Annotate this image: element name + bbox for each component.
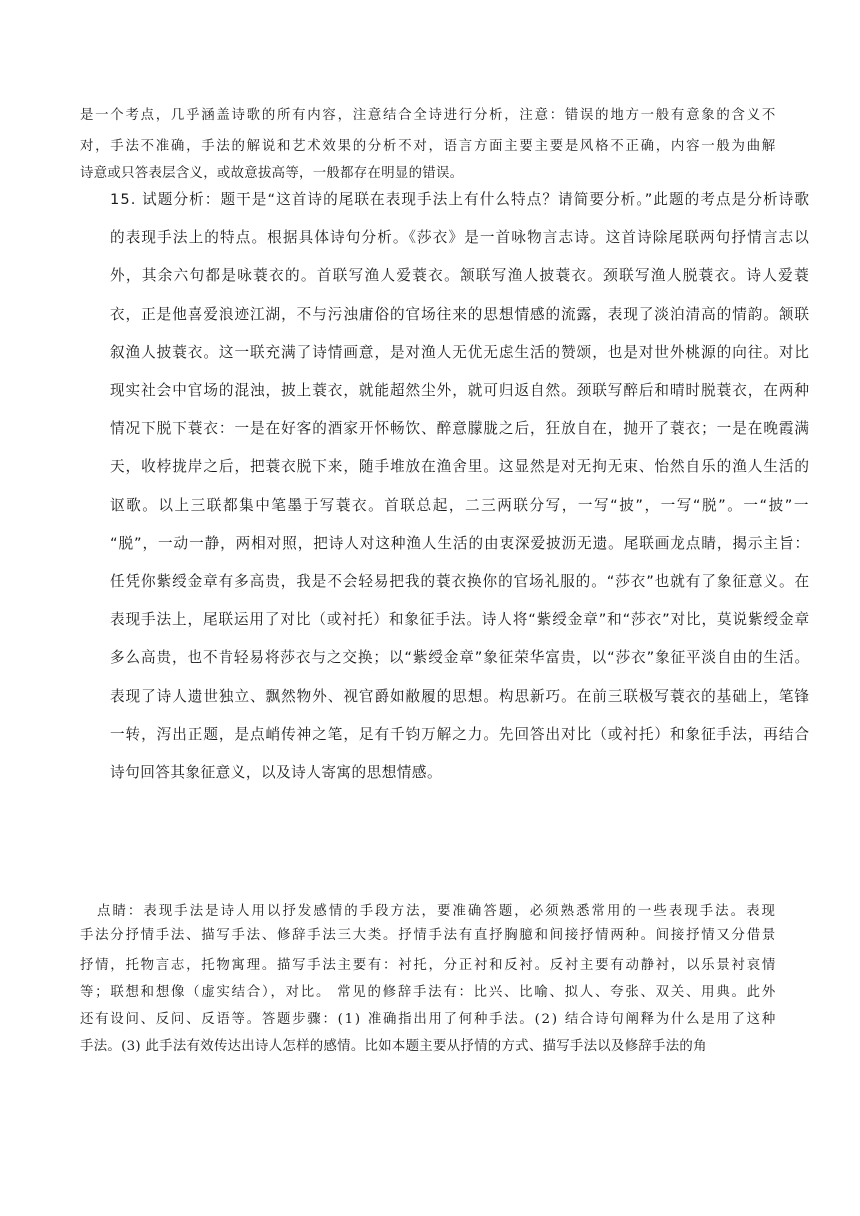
analysis-line: 表现了诗人遗世独立、飘然物外、视官爵如敝履的思想。构思新巧。在前三联极写蓑衣的基础上，笔锋 [110, 687, 810, 705]
analysis-line: 任凭你紫绶金章有多高贵，我是不会轻易把我的蓑衣换你的官场礼服的。“莎衣”也就有了象征意义。在 [110, 573, 810, 590]
analysis-line: 多么高贵，也不肯轻易将莎衣与之交换；以“紫绶金章”象征荣华富贵，以“莎衣”象征平淡自由的生活。 [110, 649, 810, 667]
analysis-line: 15. 试题分析：题干是“这首诗的尾联在表现手法上有什么特点？请简要分析。”此题的考点是分析诗歌 [110, 191, 810, 208]
intro-line: 诗意或只答表层含义，或故意拔高等，一般都存在明显的错误。 [80, 166, 464, 181]
note-line: 还有设问、反问、反语等。答题步骤：(1) 准确指出用了何种手法。(2) 结合诗句阐释为什么是用了这种 [80, 1012, 777, 1027]
analysis-line: 天，收桲拢岸之后，把蓑衣脱下来，随手堆放在渔舍里。这显然是对无拘无束、怡然自乐的渔人生活的 [110, 458, 810, 476]
analysis-line: 讴歌。以上三联都集中笔墨于写蓑衣。首联总起，二三两联分写，一写“披”，一写“脱”。一“披”一 [110, 496, 810, 514]
analysis-line: 表现手法上，尾联运用了对比（或衬托）和象征手法。诗人将“紫绶金章”和“莎衣”对比，莫说紫绶金章 [110, 611, 810, 629]
analysis-line: 外，其余六句都是咏蓑衣的。首联写渔人爱蓑衣。颔联写渔人披蓑衣。颈联写渔人脱蓑衣。诗人爱蓑 [110, 267, 810, 285]
analysis-line: 的表现手法上的特点。根据具体诗句分析。《莎衣》是一首咏物言志诗。这首诗除尾联两句抒情言志以 [110, 229, 810, 247]
intro-line: 对，手法不准确，手法的解说和艺术效果的分析不对，语言方面主要主要是风格不正确，内容一般为曲解 [80, 139, 777, 154]
intro-line: 是一个考点，几乎涵盖诗歌的所有内容，注意结合全诗进行分析，注意：错误的地方一般有意象的含义不 [80, 108, 777, 123]
note-line: 等；联想和想像（虚实结合），对比。 常见的修辞手法有：比兴、比喻、拟人、夸张、双关、用典。此外 [80, 985, 777, 1000]
analysis-line: 现实社会中官场的混浊，披上蓑衣，就能超然尘外，就可归返自然。颈联写醉后和晴时脱蓑衣，在两种 [110, 382, 810, 399]
note-line: 手法。(3) 此手法有效传达出诗人怎样的感情。比如本题主要从抒情的方式、描写手法以及修辞手法的角 [80, 1039, 707, 1054]
note-line: 抒情，托物言志，托物寓理。描写手法主要有：衬托，分正衬和反衬。反衬主要有动静衬，以乐景衬哀情 [80, 958, 777, 973]
analysis-line: 一转，泻出正题，是点峭传神之笔，足有千钧万解之力。先回答出对比（或衬托）和象征手法，再结合 [110, 725, 810, 743]
analysis-line: 衣，正是他喜爱浪迹江湖，不与污浊庸俗的官场往来的思想情感的流露，表现了淡泊清高的情韵。颔联 [110, 305, 810, 323]
note-line: 手法分抒情手法、描写手法、修辞手法三大类。抒情手法有直抒胸臆和间接抒情两种。间接抒情又分借景 [80, 928, 777, 943]
analysis-line: 叙渔人披蓑衣。这一联充满了诗情画意，是对渔人无优无虑生活的赞颂，也是对世外桃源的向往。对比 [110, 343, 810, 361]
analysis-line: “脱”，一动一静，两相对照，把诗人对这种渔人生活的由衷深爱披沥无遗。尾联画龙点睛，揭示主旨： [110, 534, 810, 552]
note-line: 点睛：表现手法是诗人用以抒发感情的手段方法，要准确答题，必须熟悉常用的一些表现手法。表现 [97, 904, 777, 919]
analysis-line: 诗句回答其象征意义，以及诗人寄寓的思想情感。 [110, 764, 443, 781]
analysis-line: 情况下脱下蓑衣：一是在好客的酒家开怀畅饮、醉意朦胧之后，狂放自在，抛开了蓑衣；一是在晚霞满 [110, 420, 810, 438]
